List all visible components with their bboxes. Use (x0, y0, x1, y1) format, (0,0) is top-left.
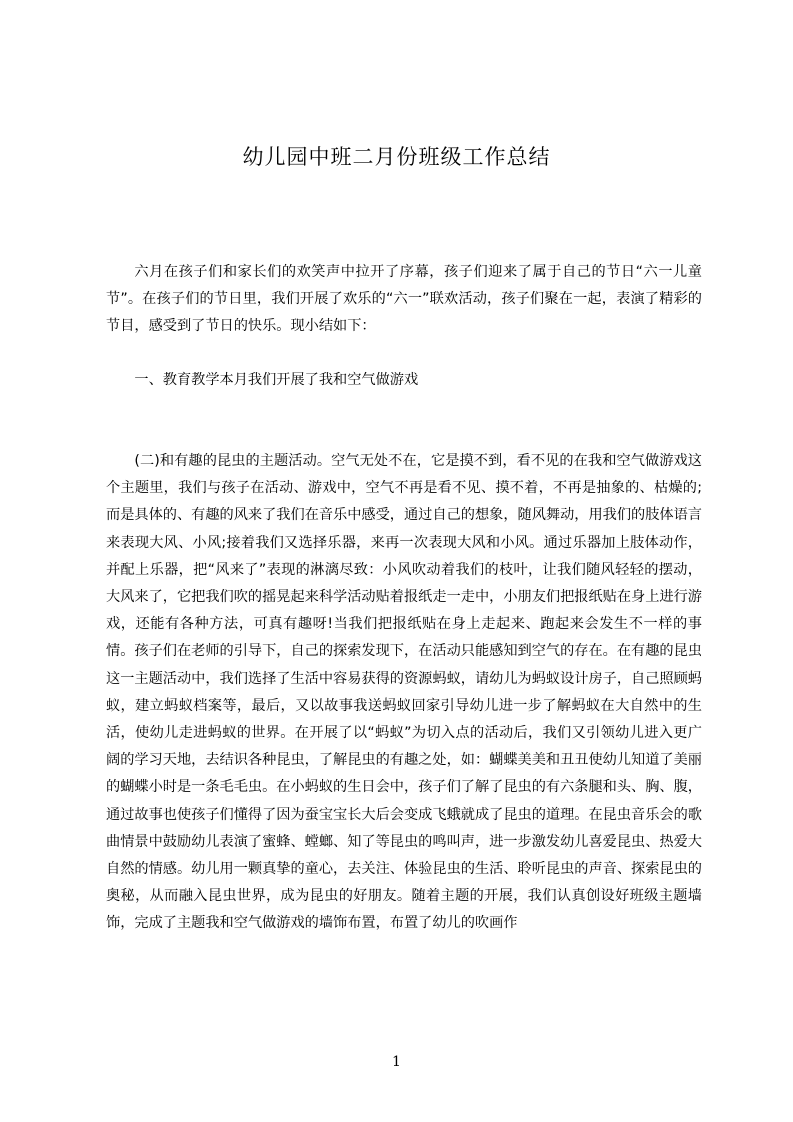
section-heading: 一、教育教学本月我们开展了我和空气做游戏 (134, 372, 419, 388)
body-paragraph: (二)和有趣的昆虫的主题活动。空气无处不在，它是摸不到，看不见的在我和空气做游戏这个主题里，我们与孩子在活动、游戏中，空气不再是看不见、摸不着，不再是抽象的、枯燥的;而是具体的、有趣的风来了我们在音乐中感受，通过自己的想象，随风舞动，用我们的肢体语言来表现大风、小风;接着我们又选择乐器，来再一次表现大风和小风。通过乐器加上肢体动作，并配上乐器，把“风来了”表现的淋漓尽致：小风吹动着我们的枝叶，让我们随风轻轻的摆动，大风来了，它把我们吹的摇晃起来科学活动贴着报纸走一走中，小朋友们把报纸贴在身上进行游戏，还能有各种方法，可真有趣呀!当我们把报纸贴在身上走起来、跑起来会发生不一样的事情。孩子们在老师的引导下，自己的探索发现下，在活动只能感知到空气的存在。在有趣的昆虫这一主题活动中，我们选择了生活中容易获得的资源蚂蚁，请幼儿为蚂蚁设计房子，自己照顾蚂蚁，建立蚂蚁档案等，最后，又以故事我送蚂蚁回家引导幼儿进一步了解蚂蚁在大自然中的生活，使幼儿走进蚂蚁的世界。在开展了以“蚂蚁”为切入点的活动后，我们又引领幼儿进入更广阔的学习天地，去结识各种昆虫，了解昆虫的有趣之处，如：蝴蝶美美和丑丑使幼儿知道了美丽的蝴蝶小时是一条毛毛虫。在小蚂蚁的生日会中，孩子们了解了昆虫的有六条腿和头、胸、腹，通过故事也使孩子们懂得了因为蚕宝宝长大后会变成飞蛾就成了昆虫的道理。在昆虫音乐会的歌曲情景中鼓励幼儿表演了蜜蜂、螳螂、知了等昆虫的鸣叫声，进一步激发幼儿喜爱昆虫、热爱大自然的情感。幼儿用一颗真挚的童心，去关注、体验昆虫的生活、聆听昆虫的声音、探索昆虫的奥秘，从而融入昆虫世界，成为昆虫的好朋友。随着主题的开展，我们认真创设好班级主题墙饰，完成了主题我和空气做游戏的墙饰布置，布置了幼儿的吹画作 (106, 453, 702, 932)
page-number: 1 (392, 1054, 401, 1070)
intro-paragraph: 六月在孩子们和家长们的欢笑声中拉开了序幕，孩子们迎来了属于自己的节日“六一儿童节”。在孩子们的节日里，我们开展了欢乐的“六一”联欢活动，孩子们聚在一起，表演了精彩的节目，感受到了节日的快乐。现小结如下： (106, 264, 702, 335)
document-title: 幼儿园中班二月份班级工作总结 (242, 145, 551, 169)
